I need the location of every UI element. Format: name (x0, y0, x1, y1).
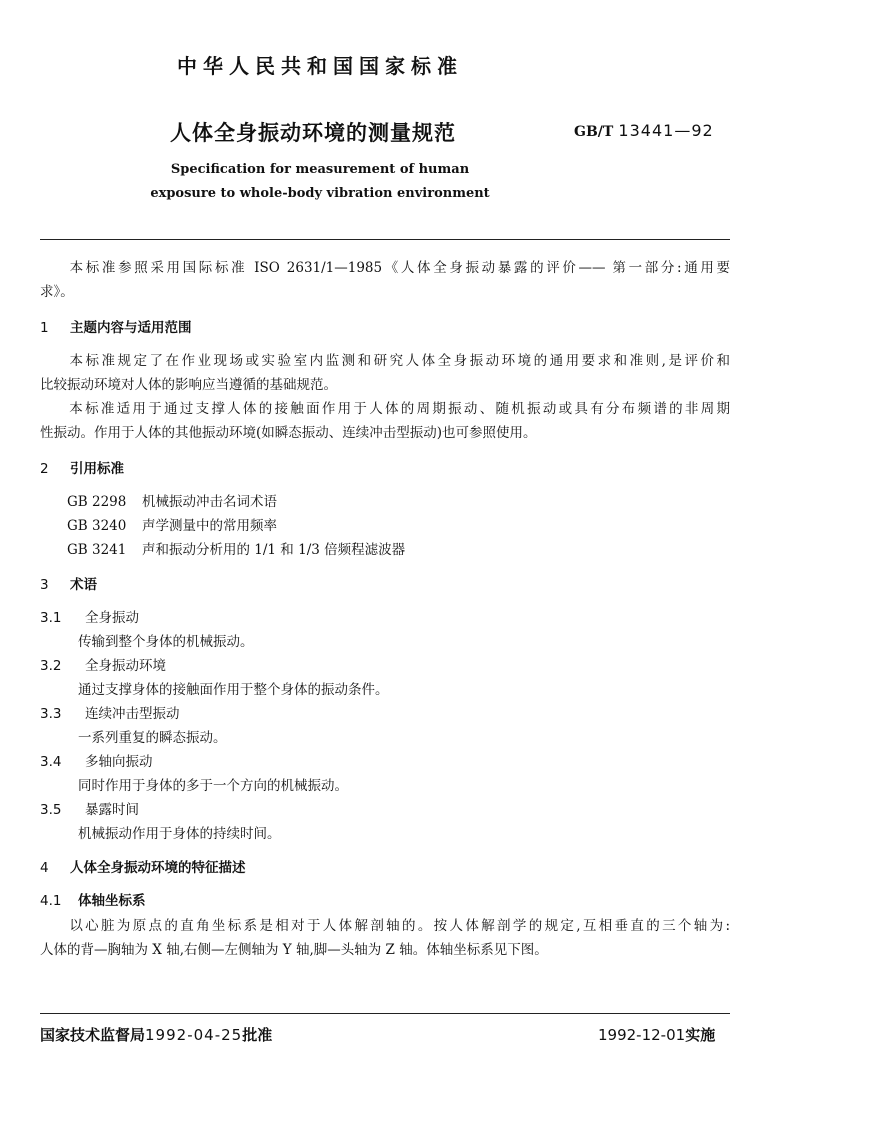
section-2-heading: 2 引用标准 (40, 461, 124, 477)
section-1-heading: 1 主题内容与适用范围 (40, 320, 192, 336)
english-title-line1: Specification for measurement of human (170, 162, 470, 177)
section-1-p2-line1: 本标准适用于通过支撑人体的接触面作用于人体的周期振动、随机振动或具有分布频谱的非周期 (67, 401, 730, 417)
term-heading: 3.1 全身振动 (40, 610, 139, 626)
footer-divider (40, 1013, 730, 1014)
term-heading: 3.2 全身振动环境 (40, 658, 166, 674)
section-1-p1-line1: 本标准规定了在作业现场或实验室内监测和研究人体全身振动环境的通用要求和准则,是评价和 (67, 353, 730, 369)
term-heading: 3.4 多轴向振动 (40, 754, 153, 770)
section-1-p1-line2: 比较振动环境对人体的影响应当遵循的基础规范。 (40, 377, 337, 393)
reference-item: GB 3240 声学测量中的常用频率 (67, 518, 277, 534)
term-definition: 通过支撑身体的接触面作用于整个身体的振动条件。 (78, 682, 389, 698)
footer-approval (40, 1024, 272, 1045)
implementation-date: 1992-12-01 (598, 1026, 686, 1044)
section-4-1-heading: 4.1 体轴坐标系 (40, 893, 146, 909)
section-4-1-line1: 以心脏为原点的直角坐标系是相对于人体解剖轴的。按人体解剖学的规定,互相垂直的三个轴为: (67, 918, 730, 934)
term-definition: 传输到整个身体的机械振动。 (78, 634, 254, 650)
term-heading: 3.5 暴露时间 (40, 802, 139, 818)
term-definition: 同时作用于身体的多于一个方向的机械振动。 (78, 778, 348, 794)
english-title-line2: exposure to whole-body vibration environment (150, 186, 490, 201)
intro-line1: 本标准参照采用国际标准 ISO 2631/1—1985《人体全身振动暴露的评价—— 第一部分:通用要 (67, 260, 730, 276)
reference-item: GB 2298 机械振动冲击名词术语 (67, 494, 277, 510)
footer-implementation (598, 1024, 715, 1045)
approval-label: 批准 (242, 1026, 273, 1044)
approval-date: 1992-04-25 (145, 1026, 243, 1044)
standard-code-number: 13441—92 (618, 121, 714, 140)
term-heading: 3.3 连续冲击型振动 (40, 706, 180, 722)
reference-item: GB 3241 声和振动分析用的 1/1 和 1/3 倍频程滤波器 (67, 542, 406, 558)
section-4-heading: 4 人体全身振动环境的特征描述 (40, 860, 246, 876)
issuer: 国家技术监督局 (40, 1026, 146, 1044)
national-standard-header: 中华人民共和国国家标准 (177, 54, 463, 78)
document-title: 人体全身振动环境的测量规范 (170, 121, 456, 145)
header-divider (40, 239, 730, 240)
standard-code-prefix: GB/T (574, 124, 614, 140)
term-definition: 机械振动作用于身体的持续时间。 (78, 826, 281, 842)
implementation-label: 实施 (685, 1026, 716, 1044)
standard-code (574, 121, 714, 140)
section-4-1-line2: 人体的背—胸轴为 X 轴,右侧—左侧轴为 Y 轴,脚—头轴为 Z 轴。体轴坐标系见下图。 (40, 942, 548, 958)
section-3-heading: 3 术语 (40, 577, 97, 593)
section-1-p2-line2: 性振动。作用于人体的其他振动环境(如瞬态振动、连续冲击型振动)也可参照使用。 (40, 425, 537, 441)
intro-line2: 求》。 (40, 284, 74, 300)
term-definition: 一系列重复的瞬态振动。 (78, 730, 227, 746)
